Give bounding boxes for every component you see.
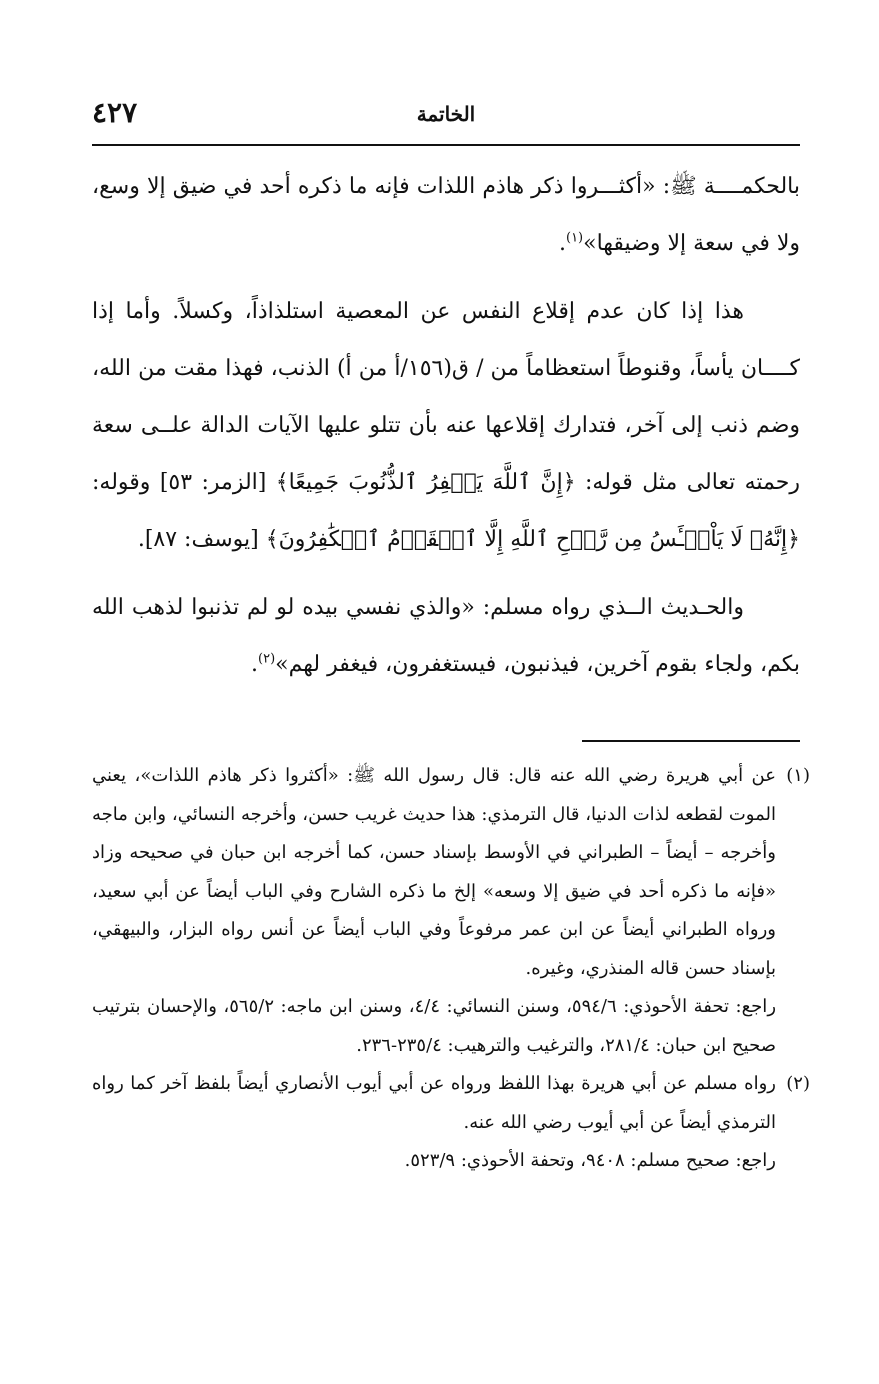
footnotes: [92, 757, 810, 1181]
paragraph-3-end: .: [251, 652, 258, 677]
footnote-text: رواه مسلم عن أبي هريرة بهذا اللفظ ورواه عن أبي أيوب الأنصاري أيضاً بلفظ آخر كما رواه الترمذي أيضاً عن أبي أيوب رضي الله عنه.: [92, 1073, 776, 1133]
footnote-ref-2: (٢): [258, 651, 276, 667]
main-text: [92, 158, 800, 693]
paragraph-3-text: والحـديث الــذي رواه مسلم: «والذي نفسي بيده لو لم تذنبوا لذهب الله بكم، ولجاء بقوم آخرين، فيذنبون، فيستغفرون، فيغفر لهم»: [92, 595, 800, 677]
footnote-ref-1: (١): [565, 230, 584, 246]
chapter-title: الخاتمة: [416, 102, 476, 126]
footnote-number: (٢): [786, 1073, 810, 1094]
footnote-separator: [582, 740, 800, 742]
paragraph-3: [92, 579, 800, 693]
paragraph-1: [92, 158, 800, 272]
footnote-reference: راجع: تحفة الأحوذي: ٥٩٤/٦، وسنن النسائي: ٤/٤، وسنن ابن ماجه: ٥٦٥/٢، والإحسان بترتيب صحيح ابن حبان: ٢٨١/٤، والترغيب والترهيب: ٢٣٥/٤-٢٣٦.: [92, 996, 777, 1056]
paragraph-1-text: بالحكمــــة ﷺ: «أكثـــروا ذكر هاذم اللذات فإنه ما ذكره أحد في ضيق إلا وسع، ولا في سعة إلا وضيقها»: [92, 174, 800, 256]
footnote-2: [92, 1065, 810, 1181]
footnote-text: عن أبي هريرة رضي الله عنه قال: قال رسول الله ﷺ: «أكثروا ذكر هاذم اللذات»، يعني الموت لقطعه لذات الدنيا، قال الترمذي: هذا حديث غريب حسن، وأخرجه النسائي، وابن ماجه وأخرجه – أيضاً – الطبراني في الأوسط بإسناد حسن، كما أخرجه ابن حبان في صحيحه وزاد «فإنه ما ذكره أحد في ضيق إلا وسعه» إلخ ما ذكره الشارح وفي الباب أيضاً عن أبي سعيد، ورواه الطبراني أيضاً عن ابن عمر مرفوعاً وفي الباب أيضاً عن أنس رواه البزار، والبيهقي، بإسناد حسن قاله المنذري، وغيره.: [92, 765, 776, 979]
footnote-reference: راجع: صحيح مسلم: ٩٤٠٨، وتحفة الأحوذي: ٥٢٣/٩.: [404, 1150, 776, 1171]
page-number: ٤٢٧: [92, 96, 138, 129]
footnote-1: [92, 757, 810, 1065]
running-header: [92, 92, 800, 146]
paragraph-1-end: .: [558, 231, 566, 256]
footnote-number: (١): [786, 765, 810, 786]
paragraph-2: هذا إذا كان عدم إقلاع النفس عن المعصية استلذاذاً، وكسلاً. وأما إذا كــــان يأساً، وقنوطاً استعظاماً من / ق(١٥٦/أ من أ) الذنب، فهذا مقت من الله، وضم ذنب إلى آخر، فتدارك إقلاعها عنه بأن تتلو عليها الآيات الدالة علــى سعة رحمته تعالى مثل قوله: ﴿إِنَّ ٱللَّهَ يَغۡفِرُ ٱلذُّنُوبَ جَمِيعًا﴾ [الزمر: ٥٣] وقوله: ﴿إِنَّهُۥ لَا يَاْيۡـَٔسُ مِن رَّوۡحِ ٱللَّهِ إِلَّا ٱلۡقَوۡمُ ٱلۡكَٰفِرُونَ﴾ [يوسف: ٨٧].: [92, 299, 800, 552]
